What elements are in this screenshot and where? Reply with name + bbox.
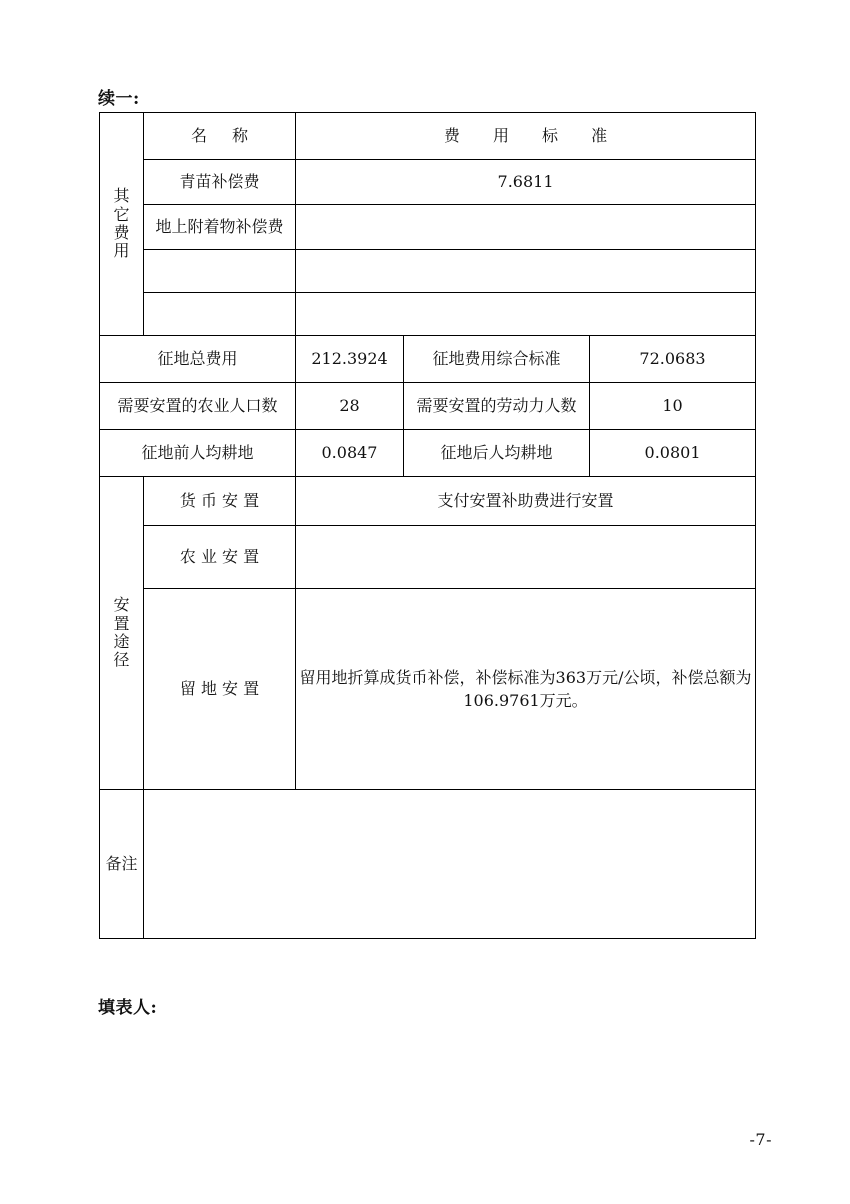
table-row bbox=[100, 526, 756, 589]
table-row bbox=[100, 477, 756, 526]
stat-value-comprehensive-standard[interactable]: 72.0683 bbox=[590, 336, 756, 383]
resettlement-label-char-2: 置 bbox=[113, 613, 130, 633]
resettlement-label-reserved-land: 留 地 安 置 bbox=[144, 589, 296, 790]
stat-value-farmland-after[interactable]: 0.0801 bbox=[590, 430, 756, 477]
table-row bbox=[100, 205, 756, 250]
page-number: -7- bbox=[749, 1130, 772, 1149]
fee-name-blank-1[interactable] bbox=[144, 250, 296, 293]
resettlement-label-char-3: 途 bbox=[113, 632, 130, 651]
stat-label-agricultural-population: 需要安置的农业人口数 bbox=[100, 383, 296, 430]
land-acquisition-form-table bbox=[99, 112, 756, 939]
remarks-label: 备注 bbox=[100, 790, 144, 939]
stat-value-labor-force[interactable]: 10 bbox=[590, 383, 756, 430]
fee-name-attachments: 地上附着物补偿费 bbox=[144, 205, 296, 250]
resettlement-vertical-label bbox=[100, 477, 144, 790]
fee-value-blank-1[interactable] bbox=[296, 250, 756, 293]
remarks-content[interactable] bbox=[144, 790, 756, 939]
resettlement-label-monetary: 货 币 安 置 bbox=[144, 477, 296, 526]
table-row bbox=[100, 589, 756, 790]
stat-label-comprehensive-standard: 征地费用综合标准 bbox=[404, 336, 590, 383]
stat-label-total-cost: 征地总费用 bbox=[100, 336, 296, 383]
continuation-caption: 续一: bbox=[98, 89, 140, 109]
table-row bbox=[100, 250, 756, 293]
resettlement-content-agricultural[interactable] bbox=[296, 526, 756, 589]
resettlement-label-agricultural: 农 业 安 置 bbox=[144, 526, 296, 589]
stat-value-farmland-before[interactable]: 0.0847 bbox=[296, 430, 404, 477]
resettlement-content-monetary[interactable]: 支付安置补助费进行安置 bbox=[296, 477, 756, 526]
stat-value-total-cost[interactable]: 212.3924 bbox=[296, 336, 404, 383]
table-row bbox=[100, 293, 756, 336]
fee-value-seedling[interactable]: 7.6811 bbox=[296, 160, 756, 205]
table-row bbox=[100, 160, 756, 205]
table-row bbox=[100, 336, 756, 383]
fee-value-blank-2[interactable] bbox=[296, 293, 756, 336]
resettlement-label-char-1: 安 bbox=[113, 595, 130, 615]
stat-label-farmland-after: 征地后人均耕地 bbox=[404, 430, 590, 477]
resettlement-label-char-4: 径 bbox=[113, 650, 130, 670]
stat-label-labor-force: 需要安置的劳动力人数 bbox=[404, 383, 590, 430]
other-fees-label-char-2: 它 bbox=[113, 204, 130, 224]
form-filler-label: 填表人: bbox=[98, 998, 158, 1018]
stat-label-farmland-before: 征地前人均耕地 bbox=[100, 430, 296, 477]
fee-name-seedling: 青苗补偿费 bbox=[144, 160, 296, 205]
other-fees-label-char-4: 用 bbox=[113, 241, 130, 261]
fee-value-attachments[interactable] bbox=[296, 205, 756, 250]
resettlement-content-reserved-land[interactable]: 留用地折算成货币补偿，补偿标准为363万元/公顷，补偿总额为106.9761万元。 bbox=[296, 589, 756, 790]
other-fees-label-char-1: 其 bbox=[113, 186, 130, 206]
table-row bbox=[100, 430, 756, 477]
table-row bbox=[100, 790, 756, 939]
table-row bbox=[100, 383, 756, 430]
other-fees-label-char-3: 费 bbox=[113, 223, 130, 242]
column-header-fee-standard: 费 用 标 准 bbox=[296, 113, 756, 160]
table-row bbox=[100, 113, 756, 160]
stat-value-agricultural-population[interactable]: 28 bbox=[296, 383, 404, 430]
fee-name-blank-2[interactable] bbox=[144, 293, 296, 336]
other-fees-vertical-label bbox=[100, 113, 144, 336]
column-header-name: 名 称 bbox=[144, 113, 296, 160]
